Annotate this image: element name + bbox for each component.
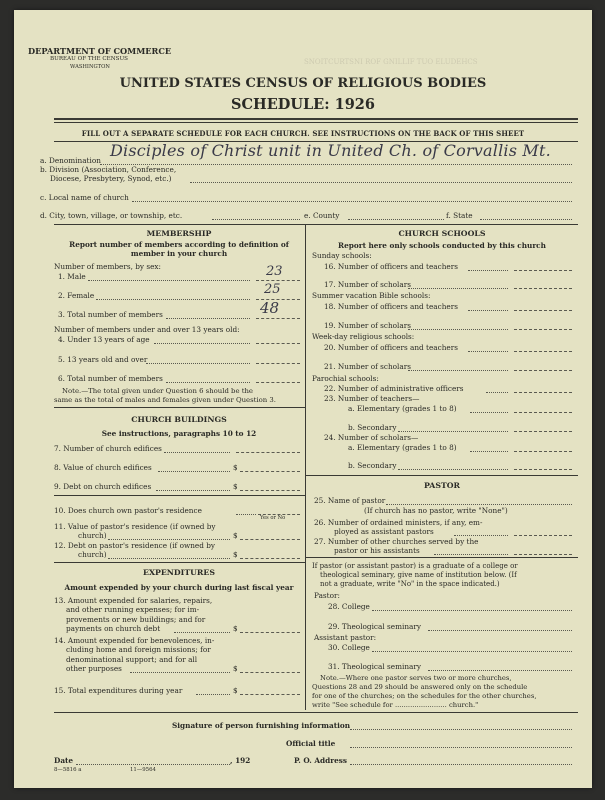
q23-label: 23. Number of teachers— [324, 394, 420, 403]
q18-label: 18. Number of officers and teachers [324, 302, 458, 311]
separate-schedule-instruction: FILL OUT A SEPARATE SCHEDULE FOR EACH CHURCH. SEE INSTRUCTIONS ON THE BACK OF THIS SHEET [81, 129, 525, 138]
q9-dots [156, 482, 230, 491]
q20-label: 20. Number of officers and teachers [324, 343, 458, 352]
official-title-label: Official title [286, 739, 336, 748]
q8-dollar: $ [233, 463, 238, 472]
section-top-rule [54, 224, 578, 225]
q4-dots [154, 335, 250, 344]
q31-line[interactable] [428, 662, 572, 671]
expenditures-sub: Amount expended by your church during last fiscal year [64, 583, 294, 592]
q24a-answer[interactable] [514, 443, 572, 452]
q18-dots [468, 302, 508, 311]
q14-dollar: $ [233, 664, 238, 673]
q11-label: 11. Value of pastor's residence (if owned by [54, 522, 216, 531]
q15-label: 15. Total expenditures during year [54, 686, 183, 695]
assistant-pastor-label: Assistant pastor: [314, 633, 377, 642]
q3-handwritten-value: 48 [260, 299, 280, 317]
bleed-through: SNOITCURTSNI ROF GNILLIF TUO ELUDEHCS [304, 58, 478, 66]
q23b-answer[interactable] [514, 423, 572, 432]
q13-line-4: payments on church debt [66, 624, 161, 634]
form-number: 8—5816 a [54, 767, 82, 773]
q5-dots [146, 355, 250, 364]
parochial-schools-label: Parochial schools: [312, 374, 379, 383]
q13-line-1: 13. Amount expended for salaries, repairs, [54, 596, 213, 605]
q9-dollar: $ [233, 482, 238, 491]
q1-dots [88, 272, 250, 281]
q8-dots [158, 463, 230, 472]
q27-answer[interactable] [514, 546, 572, 555]
q23b-dots [398, 423, 508, 432]
q23a-label: a. Elementary (grades 1 to 8) [348, 404, 457, 413]
form-title: UNITED STATES CENSUS OF RELIGIOUS BODIES [119, 76, 487, 91]
q20-dots [468, 343, 508, 352]
denomination-handwritten: Disciples of Christ unit in United Ch. of Corvallis Mt. [110, 141, 551, 160]
q23b-label: b. Secondary [348, 423, 397, 432]
q8-answer[interactable] [240, 463, 300, 472]
q26-answer[interactable] [514, 527, 572, 536]
division-label-2: Diocese, Presbytery, Synod, etc.) [50, 174, 172, 183]
county-line[interactable] [348, 211, 444, 220]
q24b-answer[interactable] [514, 461, 572, 470]
q12-label-2: church) [78, 550, 107, 559]
q9-label: 9. Debt on church edifices [54, 482, 152, 491]
q7-dots [164, 444, 230, 453]
q29-line[interactable] [428, 622, 572, 631]
q24b-dots [398, 461, 508, 470]
schools-sub: Report here only schools conducted by this church [338, 241, 546, 250]
print-number: 11—9564 [130, 767, 156, 773]
local-name-label: c. Local name of church [40, 193, 129, 202]
graduate-intro-3: not a graduate, write "No" in the space indicated.) [320, 580, 500, 588]
place-name: WASHINGTON [70, 64, 110, 70]
q22-answer[interactable] [514, 384, 572, 393]
bureau-name: BUREAU OF THE CENSUS [50, 56, 129, 62]
q24-label: 24. Number of scholars— [324, 433, 419, 442]
q14-line-3: denominational support; and for all [66, 654, 198, 664]
q11-label-2: church) [78, 531, 107, 540]
q16-label: 16. Number of officers and teachers [324, 262, 458, 271]
city-label: d. City, town, village, or township, etc. [40, 211, 183, 220]
membership-note-2: same as the total of males and females given under Question 3. [54, 396, 276, 404]
q22-dots [486, 384, 508, 393]
q26-label: 26. Number of ordained ministers, if any, em- [314, 518, 483, 527]
buildings-rule [54, 407, 305, 408]
header-rule [54, 118, 578, 120]
q1-label: 1. Male [58, 272, 86, 281]
denomination-label: a. Denomination [40, 156, 101, 165]
q26-label-2: ployed as assistant pastors [334, 527, 434, 536]
state-label: f. State [446, 211, 473, 220]
column-divider [305, 224, 306, 710]
q31-label: 31. Theological seminary [328, 662, 421, 671]
graduate-intro-2: theological seminary, give name of institution below. (If [320, 571, 517, 579]
q3-label: 3. Total number of members [58, 310, 163, 319]
membership-title: MEMBERSHIP [146, 229, 212, 238]
pastor-note-3: for one of the churches; on the schedules for the other churches, [312, 692, 537, 700]
date-year-prefix: , 192 [230, 756, 251, 765]
graduate-intro-1: If pastor (or assistant pastor) is a graduate of a college or [312, 562, 518, 570]
q12-answer[interactable] [240, 550, 300, 559]
q1-handwritten-value: 23 [266, 264, 283, 279]
q4-label: 4. Under 13 years of age [58, 335, 150, 344]
q6-dots [166, 374, 250, 383]
q14-line-2: cluding home and foreign missions; for [66, 645, 211, 655]
q17-dots [408, 280, 508, 289]
division-line[interactable] [190, 174, 572, 183]
q4-answer[interactable] [256, 335, 300, 344]
q27-dots [434, 546, 508, 555]
q9-answer[interactable] [240, 482, 300, 491]
q15-dollar: $ [233, 686, 238, 695]
form-subtitle: SCHEDULE: 1926 [231, 96, 375, 113]
county-label: e. County [304, 211, 340, 220]
q11-dollar: $ [233, 531, 238, 540]
local-name-line[interactable] [132, 193, 572, 202]
q2-dots [96, 291, 250, 300]
q10-label: 10. Does church own pastor's residence [54, 506, 202, 515]
official-title-line[interactable] [350, 739, 572, 748]
q16-dots [468, 262, 508, 271]
q5-label: 5. 13 years old and over [58, 355, 148, 364]
schools-title: CHURCH SCHOOLS [398, 229, 486, 238]
q21-label: 21. Number of scholars [324, 362, 411, 371]
census-schedule-sheet [14, 10, 592, 788]
po-address-label: P. O. Address [294, 756, 347, 765]
q14-answer[interactable] [240, 664, 300, 673]
q24a-dots [470, 443, 508, 452]
graduate-rule [305, 557, 578, 558]
q28-label: 28. College [328, 602, 370, 611]
q19-label: 19. Number of scholars [324, 321, 411, 330]
q14-line-1: 14. Amount expended for benevolences, in- [54, 636, 215, 645]
division-label: b. Division (Association, Conference, [40, 165, 177, 174]
membership-sub2: member in your church [130, 249, 228, 258]
date-label: Date [54, 756, 74, 765]
signature-label: Signature of person furnishing information [172, 721, 351, 730]
buildings-title: CHURCH BUILDINGS [131, 415, 227, 424]
q20-answer[interactable] [514, 343, 572, 352]
q11-dots [108, 531, 230, 540]
q10-dots [236, 506, 256, 515]
weekday-schools-label: Week-day religious schools: [312, 332, 415, 341]
q26-dots [454, 527, 508, 536]
q28-line[interactable] [372, 602, 572, 611]
q21-answer[interactable] [514, 362, 572, 371]
q19-answer[interactable] [514, 321, 572, 330]
header-rule-thin [54, 122, 578, 123]
q27-label-2: pastor or his assistants [334, 546, 420, 555]
q6-answer[interactable] [256, 374, 300, 383]
q24a-label: a. Elementary (grades 1 to 8) [348, 443, 457, 452]
pastor-title: PASTOR [423, 481, 461, 490]
q11-answer[interactable] [240, 531, 300, 540]
sunday-schools-label: Sunday schools: [312, 251, 372, 260]
q13-line-2: and other running expenses; for im- [66, 605, 200, 615]
q23a-answer[interactable] [514, 404, 572, 413]
state-line[interactable] [480, 211, 572, 220]
q13-line-3: provements or new buildings; and for [66, 614, 206, 624]
q12-dots [108, 550, 230, 559]
q12-dollar: $ [233, 550, 238, 559]
q10-answer[interactable] [258, 506, 300, 515]
pastor-note-1: Note.—Where one pastor serves two or more churches, [320, 674, 512, 682]
q30-label: 30. College [328, 643, 370, 652]
summer-schools-label: Summer vacation Bible schools: [312, 291, 431, 300]
footer-rule [54, 712, 578, 713]
q2-label: 2. Female [58, 291, 95, 300]
q18-answer[interactable] [514, 302, 572, 311]
q13-dollar: $ [233, 624, 238, 633]
date-line[interactable] [76, 756, 230, 765]
signature-line[interactable] [350, 721, 572, 730]
po-address-line[interactable] [350, 756, 572, 765]
q29-label: 29. Theological seminary [328, 622, 421, 631]
q7-answer[interactable] [236, 444, 300, 453]
q25-label: 25. Name of pastor [314, 496, 386, 505]
q25-line[interactable] [386, 496, 572, 505]
q22-label: 22. Number of administrative officers [324, 384, 464, 393]
expenditures-rule [54, 562, 305, 563]
q24b-label: b. Secondary [348, 461, 397, 470]
q21-dots [408, 362, 508, 371]
q23a-dots [470, 404, 508, 413]
q16-answer[interactable] [514, 262, 572, 271]
q17-label: 17. Number of scholars [324, 280, 411, 289]
q17-answer[interactable] [514, 280, 572, 289]
q14-line-4: other purposes [66, 664, 122, 674]
buildings-sub: See instructions, paragraphs 10 to 12 [101, 429, 257, 438]
q13-answer[interactable] [240, 624, 300, 633]
city-line[interactable] [212, 211, 300, 220]
q15-answer[interactable] [240, 686, 300, 695]
q2-handwritten-value: 25 [264, 282, 281, 297]
q14-dots [130, 664, 230, 673]
q3-dots [166, 310, 250, 319]
department-name: DEPARTMENT OF COMMERCE [28, 46, 172, 56]
q8-label: 8. Value of church edifices [54, 463, 152, 472]
pastor-rule [305, 475, 578, 476]
yes-or-no-hint: Yes or No [260, 515, 286, 521]
q13-dots [174, 624, 230, 633]
expenditures-title: EXPENDITURES [143, 568, 215, 577]
q27-label: 27. Number of other churches served by the [314, 537, 479, 546]
residence-rule [54, 495, 305, 496]
q5-answer[interactable] [256, 355, 300, 364]
q15-dots [196, 686, 230, 695]
q30-line[interactable] [372, 643, 572, 652]
q7-label: 7. Number of church edifices [54, 444, 162, 453]
q25-hint: (If church has no pastor, write "None") [364, 506, 508, 515]
q19-dots [408, 321, 508, 330]
q6-label: 6. Total number of members [58, 374, 163, 383]
pastor-label: Pastor: [314, 591, 340, 600]
under-over-label: Number of members under and over 13 years old: [54, 325, 240, 334]
q12-label: 12. Debt on pastor's residence (if owned by [54, 541, 216, 550]
pastor-note-2: Questions 28 and 29 should be answered only on the schedule [312, 683, 528, 691]
members-by-sex-label: Number of members, by sex: [54, 262, 161, 271]
pastor-note-4: write "See schedule for ........................ church." [312, 701, 479, 709]
membership-note-1: Note.—The total given under Question 6 should be the [62, 387, 254, 395]
membership-sub1: Report number of members according to definition of [69, 240, 289, 249]
